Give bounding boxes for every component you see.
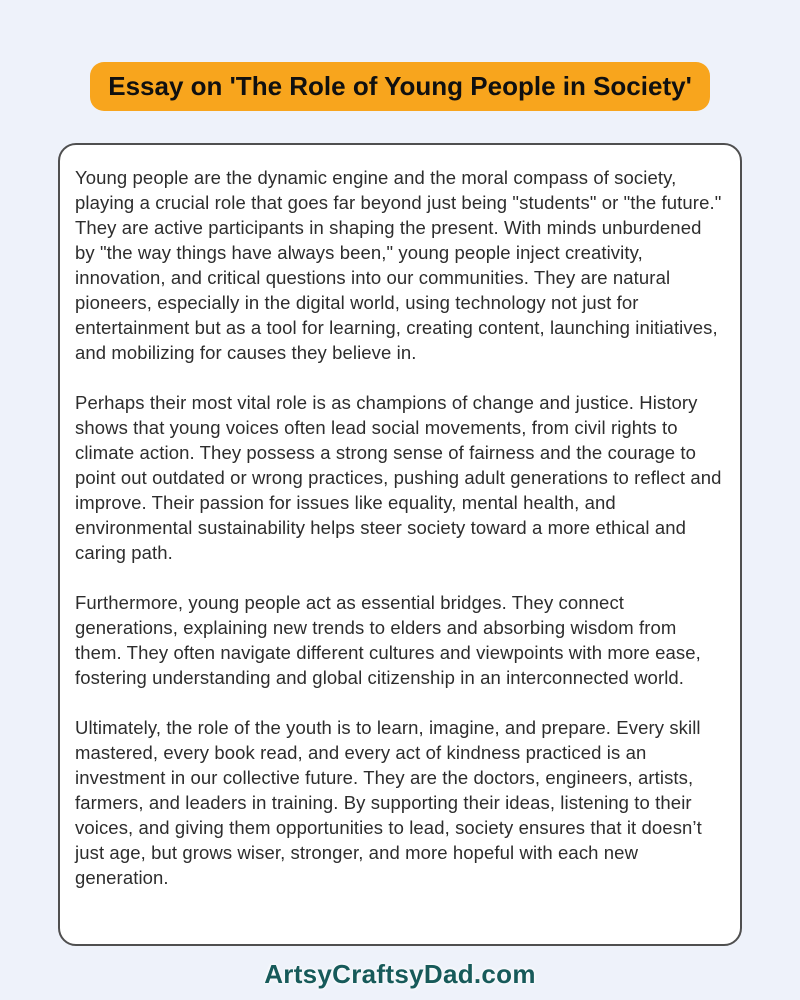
site-watermark: ArtsyCraftsyDad.com — [264, 959, 536, 989]
essay-paragraph-4: Ultimately, the role of the youth is to learn, imagine, and prepare. Every skill mastered, every book read, and every act of kindness practiced is an investment in our collective future. They are the doctors, engineers, artists, farmers, and leaders in training. By supporting their ideas, listening to their voices, and giving them opportunities to lead, society ensures that it doesn’t just age, but grows wiser, stronger, and more hopeful with each new generation. — [75, 717, 702, 888]
essay-paragraph-1: Young people are the dynamic engine and the moral compass of society, playing a crucial role that goes far beyond just being "students" or "the future." They are active participants in shaping the present. With minds unburdened by "the way things have always been," young people inject creativity, innovation, and critical questions into our communities. They are natural pioneers, especially in the digital world, using technology not just for entertainment but as a tool for learning, creating content, launching initiatives, and mobilizing for causes they believe in. — [75, 167, 722, 363]
essay-title-banner: Essay on 'The Role of Young People in Society' — [90, 62, 710, 111]
essay-paragraph-2: Perhaps their most vital role is as champions of change and justice. History shows that young voices often lead social movements, from civil rights to climate action. They possess a strong sense of fairness and the courage to point out outdated or wrong practices, pushing adult generations to reflect and improve. Their passion for issues like equality, mental health, and environmental sustainability helps steer society toward a more ethical and caring path. — [75, 392, 722, 563]
essay-paragraph-3: Furthermore, young people act as essential bridges. They connect generations, explaining new trends to elders and absorbing wisdom from them. They often navigate different cultures and viewpoints with more ease, fostering understanding and global citizenship in an interconnected world. — [75, 592, 701, 688]
essay-card — [58, 143, 742, 946]
